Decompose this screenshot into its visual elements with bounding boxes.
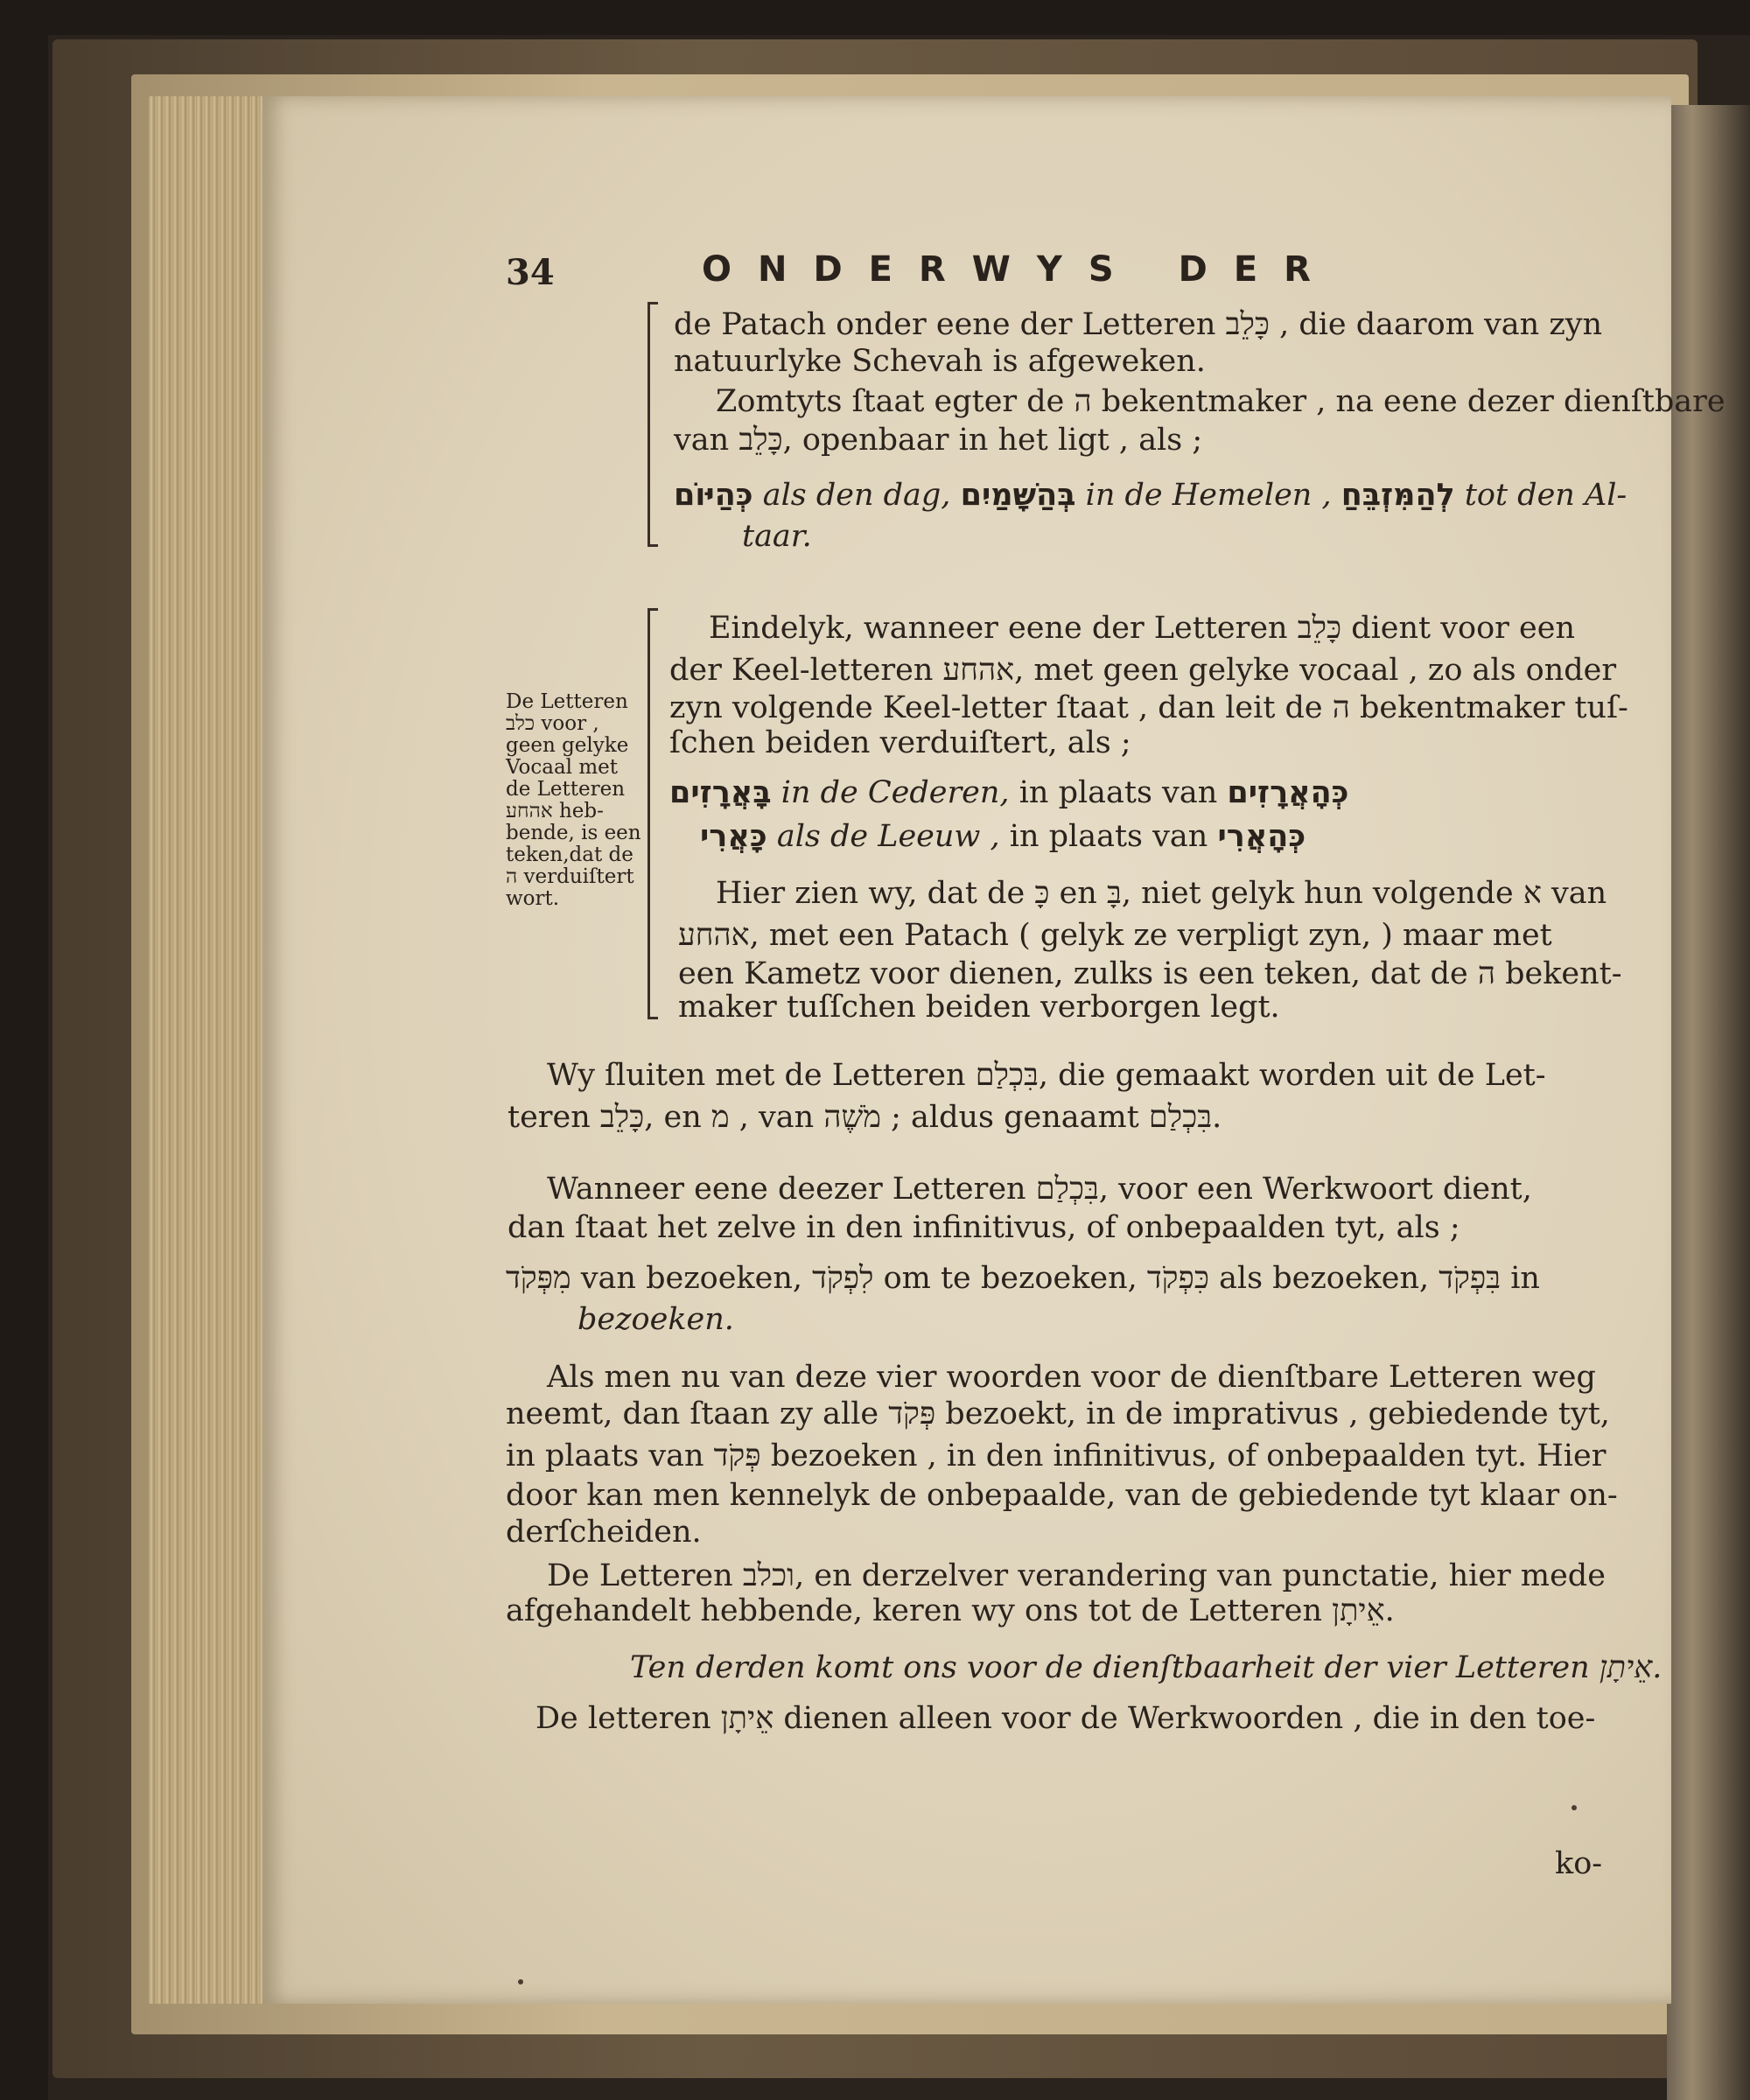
hebrew-word: לְהַמִּזְבֵּחַ (1340, 478, 1455, 513)
text-line: Zomtyts ſtaat egter de ה bekentmaker , na eene dezer dienſtbare (716, 384, 1726, 419)
example-line (669, 774, 1349, 811)
text-line: van כָּלֵב, openbaar in het ligt , als ; (674, 423, 1203, 458)
running-head: ONDERWYS DER (702, 249, 1337, 290)
margin-note-line: De Letteren (506, 690, 628, 713)
text-line: de Patach onder eene der Letteren כָּלֵב , die daarom van zyn (674, 307, 1603, 342)
text-line: een Kametz voor dienen, zulks is een teken, dat de ה bekent- (678, 956, 1622, 991)
translation: tot den Al- (1464, 478, 1628, 513)
text-line: Eindelyk, wanneer eene der Letteren כָּלֵב dient voor een (709, 611, 1575, 646)
text-line: Wanneer eene deezer Letteren בִּכְלַם, voor een Werkwoort dient, (547, 1172, 1532, 1207)
text-line: teren כָּלֵב, en מ , van מֹשֶׁה ; aldus genaamt בִּכְלַם. (508, 1100, 1222, 1135)
paper-speck (1572, 1805, 1577, 1810)
text-line: מִפְּקֹד van bezoeken, לִפְקֹד om te bezoeken, כִּפְקֹד als bezoeken, בִּפְקֹד in (506, 1261, 1540, 1296)
text-line: natuurlyke Schevah is afgeweken. (674, 344, 1206, 379)
connector: in plaats van (1018, 775, 1218, 810)
page-fore-edge (149, 96, 280, 2004)
text-line: derſcheiden. (506, 1515, 702, 1550)
margin-note-line: teken,dat de (506, 844, 634, 866)
text-line: De letteren אֵיתָן dienen alleen voor de Werkwoorden , die in den toe- (536, 1701, 1596, 1736)
text-line: Hier zien wy, dat de כָּ en בָּ, niet gelyk hun volgende א van (716, 876, 1607, 911)
paper-speck (518, 1979, 523, 1984)
example-line (700, 818, 1306, 855)
text-line: in plaats van פְּקֹד bezoeken , in den infinitivus, of onbepaalden tyt. Hier (506, 1438, 1606, 1474)
text-line: maker tuſſchen beiden verborgen legt. (678, 990, 1280, 1025)
margin-note-line: אהחע heb- (506, 800, 604, 822)
connector: in plaats van (1009, 819, 1208, 854)
text-line: אהחע, met een Patach ( gelyk ze verpligt zyn, ) maar met (678, 918, 1552, 953)
translation: in de Hemelen , (1085, 478, 1332, 513)
hebrew-word: כְּהָאֲרָזִים (1227, 775, 1349, 810)
text-line: taar. (742, 519, 812, 554)
margin-note-line: ה verduiſtert (506, 865, 634, 888)
hebrew-word: כְּהַיּוֹם (674, 478, 753, 513)
page-number: 34 (506, 252, 555, 293)
translation: als den dag, (762, 478, 951, 513)
hebrew-word: כָּאֲרִי (700, 819, 767, 854)
text-line: Wy ſluiten met de Letteren בִּכְלַם, die gemaakt worden uit de Let- (547, 1058, 1546, 1093)
margin-note-line: wort. (506, 887, 560, 910)
text-line: der Keel-letteren אהחע, met geen gelyke vocaal , zo als onder (669, 653, 1617, 688)
bracket-block1 (648, 302, 659, 547)
catchword: ko- (1555, 1846, 1603, 1881)
margin-note-line: Vocaal met (506, 756, 618, 779)
text-line: afgehandelt hebbende, keren wy ons tot de Letteren אֵיתָן. (506, 1593, 1395, 1628)
text-line: zyn volgende Keel-letter ſtaat , dan leit de ה bekentmaker tuſ- (669, 690, 1628, 725)
hebrew-word: כְּהָאֲרִי (1217, 819, 1306, 854)
translation: in de Cederen, (780, 775, 1010, 810)
bracket-block2 (648, 608, 659, 1019)
text-line: door kan men kennelyk de onbepaalde, van de gebiedende tyt klaar on- (506, 1478, 1618, 1513)
hebrew-word: בְּהַשָּׁמַיִם (960, 478, 1076, 513)
section-subheading: Ten derden komt ons voor de dienſtbaarheit der vier Letteren אֵיתָן. (630, 1650, 1662, 1685)
margin-note-line: geen gelyke (506, 734, 629, 757)
margin-note-line: de Letteren (506, 778, 626, 801)
text-line: Als men nu van deze vier woorden voor de dienſtbare Letteren weg (547, 1360, 1596, 1395)
margin-note-line: כלב voor , (506, 712, 599, 735)
text-line: bezoeken. (578, 1302, 734, 1337)
margin-note (506, 690, 641, 910)
example-line (674, 477, 1627, 514)
text-line: ſchen beiden verduiſtert, als ; (669, 725, 1131, 760)
text-line: De Letteren וכלב, en derzelver verandering van punctatie, hier mede (547, 1558, 1606, 1593)
margin-note-line: bende, is een (506, 822, 641, 844)
text-line: neemt, dan ſtaan zy alle פְּקֹד bezoekt, in de imprativus , gebiedende tyt, (506, 1396, 1610, 1432)
translation: als de Leeuw , (776, 819, 1000, 854)
hebrew-word: בָּאֲרָזִים (669, 775, 772, 810)
text-line: dan ſtaat het zelve in den infinitivus, of onbepaalden tyt, als ; (508, 1210, 1460, 1245)
